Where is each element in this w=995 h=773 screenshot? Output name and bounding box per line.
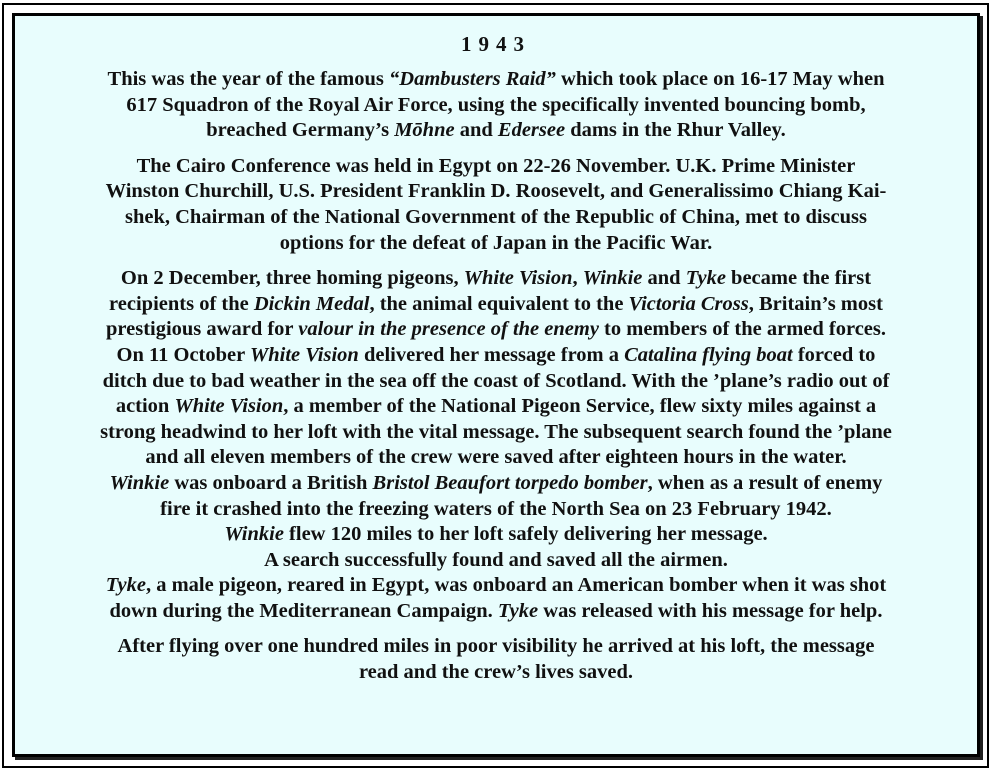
text-line: This was the year of the famous “Dambusters Raid” which took place on 16-17 May when bbox=[107, 68, 885, 90]
text-line: On 2 December, three homing pigeons, White Vision, Winkie and Tyke became the first bbox=[120, 267, 872, 290]
text-line: breached Germany’s Mōhne and Edersee dams in the Rhur Valley. bbox=[206, 119, 786, 142]
outer-frame bbox=[2, 3, 989, 768]
text-line: strong headwind to her loft with the vital message. The subsequent search found the ’plane bbox=[100, 420, 892, 443]
text-line: The Cairo Conference was held in Egypt on 22-26 November. U.K. Prime Minister bbox=[136, 154, 856, 177]
text-line: 617 Squadron of the Royal Air Force, using the specifically invented bouncing bomb, bbox=[126, 93, 866, 116]
text-line: Winston Churchill, U.S. President Franklin D. Roosevelt, and Generalissimo Chiang Kai- bbox=[105, 180, 887, 203]
page-title: 1943 bbox=[461, 32, 531, 56]
paragraph-cairo-conference bbox=[15, 154, 977, 256]
text-line: Tyke, a male pigeon, reared in Egypt, was onboard an American bomber when it was shot bbox=[105, 574, 887, 597]
text-line: ditch due to bad weather in the sea off the coast of Scotland. With the ’plane’s radio out of bbox=[102, 369, 890, 392]
text-line: After flying over one hundred miles in poor visibility he arrived at his loft, the message bbox=[117, 635, 875, 658]
text-line: On 11 October White Vision delivered her message from a Catalina flying boat forced to bbox=[116, 343, 876, 366]
text-line: A search successfully found and saved all the airmen. bbox=[264, 548, 728, 571]
text-line: prestigious award for valour in the presence of the enemy to members of the armed forces. bbox=[105, 318, 887, 341]
text-line: Winkie flew 120 miles to her loft safely delivering her message. bbox=[224, 523, 768, 546]
text-line: action White Vision, a member of the National Pigeon Service, flew sixty miles against a bbox=[115, 395, 877, 418]
text-line: down during the Mediterranean Campaign. Tyke was released with his message for help. bbox=[109, 599, 883, 622]
text-line: fire it crashed into the freezing waters of the North Sea on 23 February 1942. bbox=[160, 497, 832, 520]
paragraph-tyke-conclusion bbox=[15, 634, 977, 685]
paragraph-dambusters bbox=[15, 67, 977, 144]
paragraph-dickin-medal bbox=[15, 266, 977, 624]
text-line: recipients of the Dickin Medal, the animal equivalent to the Victoria Cross, Britain’s most bbox=[109, 292, 883, 315]
text-line: Winkie was onboard a British Bristol Beaufort torpedo bomber, when as a result of enemy bbox=[109, 471, 883, 494]
text-line: read and the crew’s lives saved. bbox=[358, 661, 634, 684]
document-body bbox=[15, 32, 977, 696]
text-line: shek, Chairman of the National Government of the Republic of China, met to discuss bbox=[125, 205, 867, 228]
text-line: options for the defeat of Japan in the Pacific War. bbox=[279, 231, 713, 254]
text-line: and all eleven members of the crew were saved after eighteen hours in the water. bbox=[145, 446, 847, 469]
text-panel bbox=[12, 13, 980, 757]
